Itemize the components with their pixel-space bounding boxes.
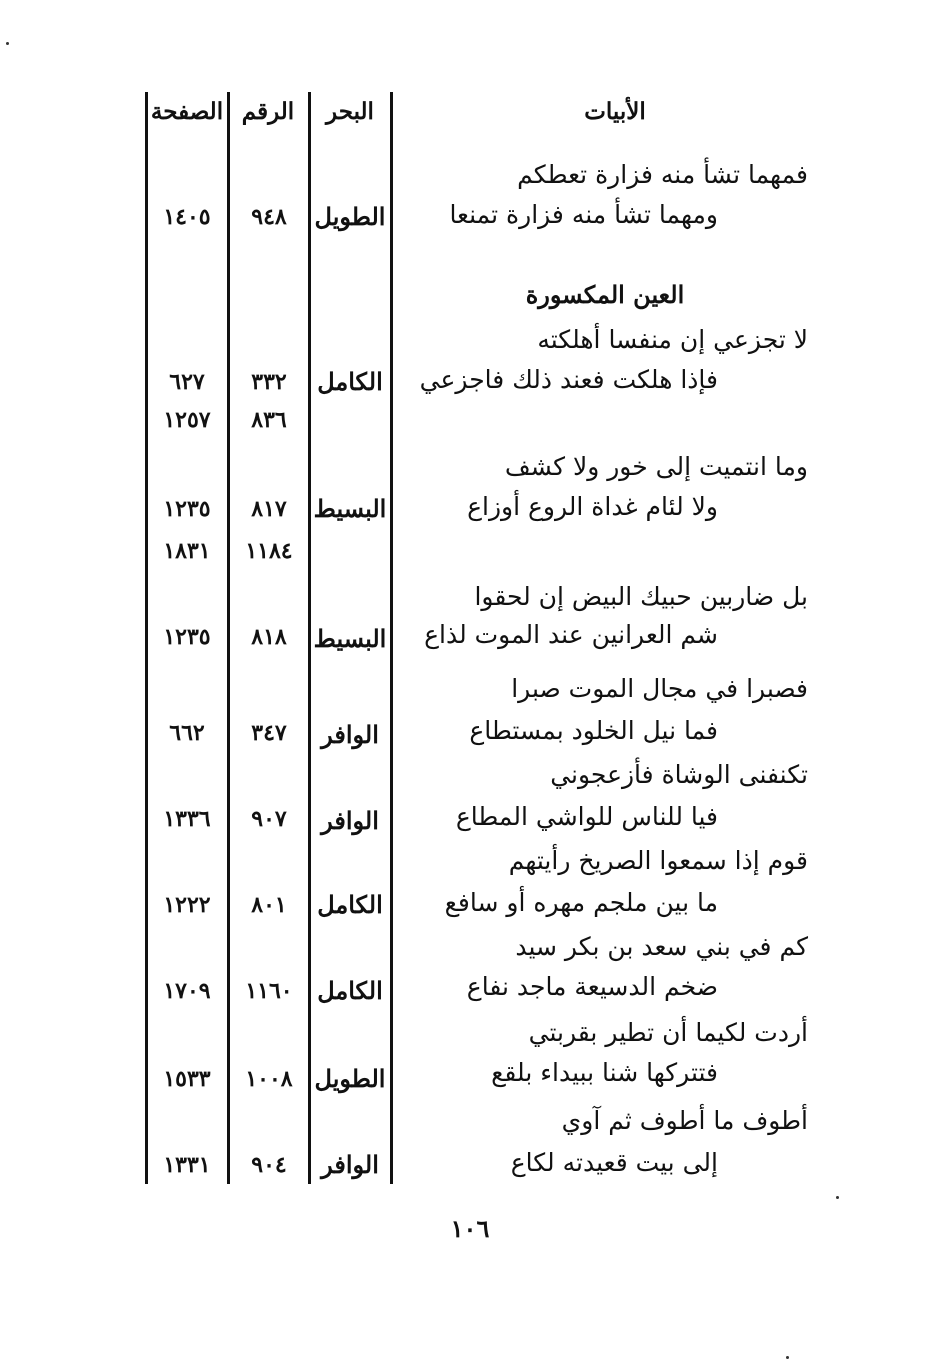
page-cell: ١٢٢٢ bbox=[163, 892, 211, 918]
verse-second-hemistich: ما بين ملجم مهره أو سافع bbox=[444, 888, 718, 917]
verse-second-hemistich: فيا للناس للواشي المطاع bbox=[455, 802, 718, 831]
verse-second-hemistich: إلى بيت قعيدته لكاع bbox=[510, 1148, 718, 1177]
number-cell: ١٠٠٨ bbox=[245, 1066, 293, 1092]
page-cell: ١٣٣٦ bbox=[163, 806, 211, 832]
number-cell: ٩٠٧ bbox=[251, 806, 287, 832]
verse-first-hemistich: كم في بني سعد بن بكر سيد bbox=[515, 932, 808, 961]
verse-first-hemistich: وما انتميت إلى خور ولا كشف bbox=[504, 452, 808, 481]
page-cell-secondary: ١٨٣١ bbox=[163, 538, 211, 564]
meter-cell: الكامل bbox=[317, 976, 383, 1005]
number-cell-secondary: ٨٣٦ bbox=[251, 407, 287, 433]
verse-first-hemistich: أطوف ما أطوف ثم آوي bbox=[561, 1106, 808, 1135]
page-cell-secondary: ١٢٥٧ bbox=[163, 407, 211, 433]
meter-cell: الطويل bbox=[314, 202, 386, 231]
verse-second-hemistich: ومهما تشأ منه فزارة تمنعا bbox=[449, 200, 718, 229]
verse-second-hemistich: ضخم الدسيعة ماجد نفاع bbox=[466, 972, 718, 1001]
header-number: الرقم bbox=[241, 98, 295, 125]
page-cell: ١٧٠٩ bbox=[163, 978, 211, 1004]
number-cell: ٩٤٨ bbox=[251, 204, 287, 230]
page-cell: ١٢٣٥ bbox=[163, 624, 211, 650]
page-cell: ١٢٣٥ bbox=[163, 496, 211, 522]
section-title: العين المكسورة bbox=[525, 280, 685, 309]
verse-first-hemistich: بل ضاربين حبيك البيض إن لحقوا bbox=[474, 582, 808, 611]
verse-first-hemistich: لا تجزعي إن منفسا أهلكته bbox=[537, 325, 808, 354]
page-cell: ١٣٣١ bbox=[163, 1152, 211, 1178]
scan-speck bbox=[6, 42, 9, 45]
number-cell: ٨١٨ bbox=[251, 624, 287, 650]
verse-second-hemistich: فتتركها شنا ببيداء بلقع bbox=[491, 1058, 718, 1087]
number-cell: ٩٠٤ bbox=[251, 1152, 287, 1178]
scan-speck bbox=[786, 1356, 789, 1359]
number-cell: ١١٦٠ bbox=[245, 978, 293, 1004]
header-meter: البحر bbox=[326, 98, 374, 125]
column-rule bbox=[390, 92, 393, 1184]
meter-cell: الطويل bbox=[314, 1064, 386, 1093]
page-cell: ٦٦٢ bbox=[169, 720, 205, 746]
number-cell-secondary: ١١٨٤ bbox=[245, 538, 293, 564]
scan-speck bbox=[836, 1196, 839, 1199]
number-cell: ٣٤٧ bbox=[251, 720, 287, 746]
number-cell: ٣٣٢ bbox=[251, 369, 287, 395]
page-number: ١٠٦ bbox=[450, 1214, 490, 1243]
verse-first-hemistich: فصبرا في مجال الموت صبرا bbox=[511, 674, 808, 703]
header-verses: الأبيات bbox=[584, 98, 646, 125]
verse-second-hemistich: شم العرانين عند الموت لذاع bbox=[424, 620, 718, 649]
verse-first-hemistich: قوم إذا سمعوا الصريخ رأيتهم bbox=[508, 846, 808, 875]
page-cell: ٦٢٧ bbox=[169, 369, 205, 395]
meter-cell: الكامل bbox=[317, 367, 383, 396]
number-cell: ٨٠١ bbox=[251, 892, 287, 918]
page-cell: ١٥٣٣ bbox=[163, 1066, 211, 1092]
verse-first-hemistich: تكنفنى الوشاة فأزعجوني bbox=[550, 760, 808, 789]
meter-cell: الكامل bbox=[317, 890, 383, 919]
header-page: الصفحة bbox=[150, 98, 224, 125]
meter-cell: البسيط bbox=[313, 624, 387, 653]
verse-second-hemistich: ولا لئام غداة الروع أوزاع bbox=[467, 492, 718, 521]
number-cell: ٨١٧ bbox=[251, 496, 287, 522]
meter-cell: البسيط bbox=[313, 494, 387, 523]
verse-first-hemistich: فمهما تشأ منه فزارة تعطكم bbox=[517, 160, 808, 189]
meter-cell: الوافر bbox=[321, 1150, 379, 1179]
verse-second-hemistich: فإذا هلكت فعند ذلك فاجزعي bbox=[419, 365, 718, 394]
page-cell: ١٤٠٥ bbox=[163, 204, 211, 230]
meter-cell: الوافر bbox=[321, 806, 379, 835]
verse-first-hemistich: أردت لكيما أن تطير بقربتي bbox=[528, 1018, 808, 1047]
verse-second-hemistich: فما نيل الخلود بمستطاع bbox=[469, 716, 718, 745]
meter-cell: الوافر bbox=[321, 720, 379, 749]
